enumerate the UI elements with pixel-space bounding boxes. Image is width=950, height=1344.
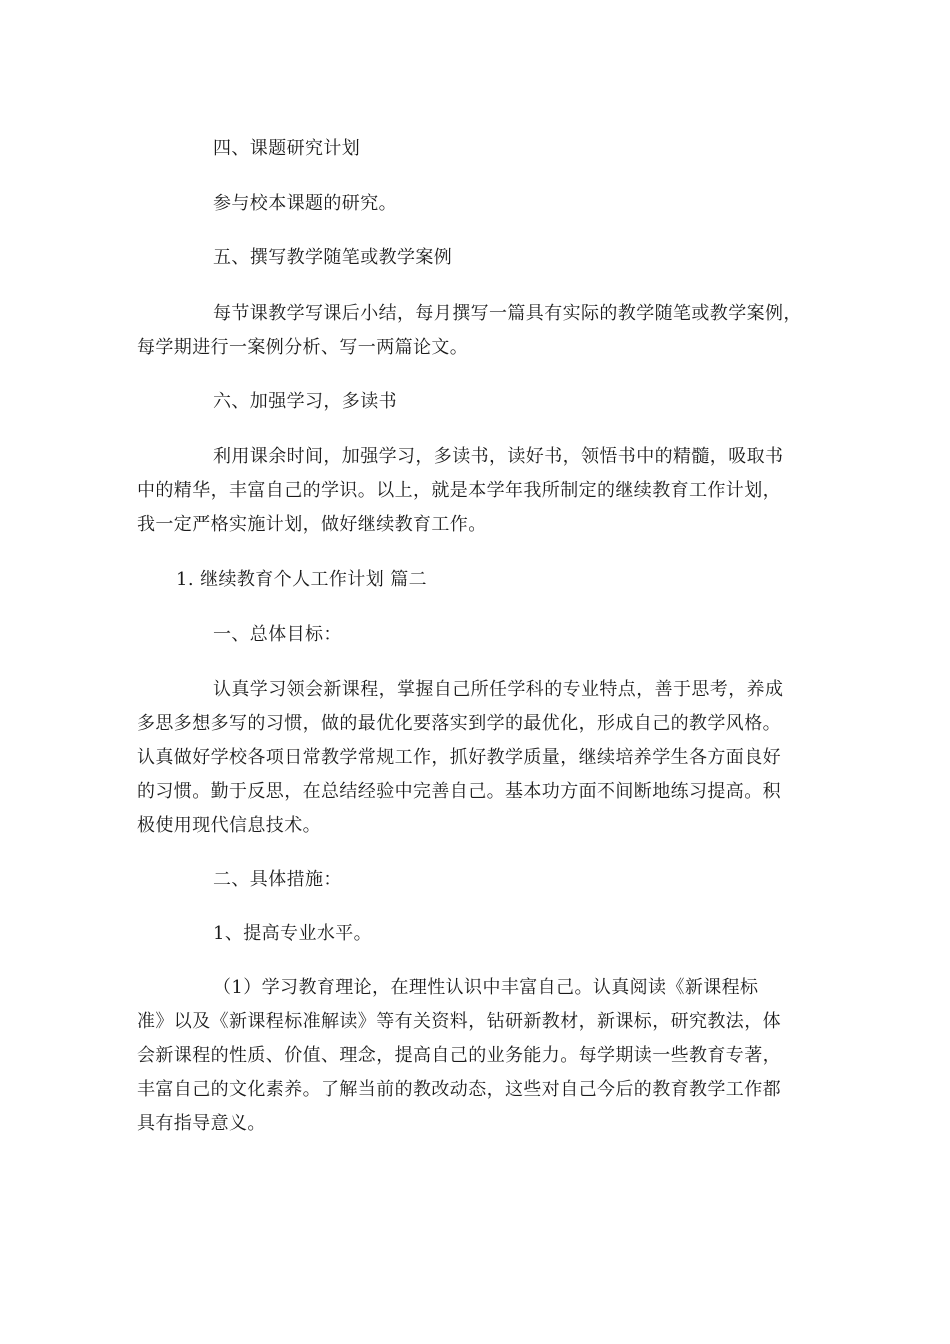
paragraph-line: （1）学习教育理论，在理性认识中丰富自己。认真阅读《新课程标 bbox=[213, 977, 759, 998]
heading-teaching-essays: 五、撰写教学随笔或教学案例 bbox=[213, 247, 453, 268]
paragraph-line: 的习惯。勤于反思，在总结经验中完善自己。基本功方面不间断地练习提高。积 bbox=[137, 781, 781, 802]
paragraph-line: 参与校本课题的研究。 bbox=[213, 193, 397, 214]
heading-specific-measures: 二、具体措施： bbox=[213, 869, 342, 890]
heading-study-reading: 六、加强学习，多读书 bbox=[213, 391, 397, 412]
paragraph-line: 利用课余时间，加强学习，多读书，读好书，领悟书中的精髓，吸取书 bbox=[213, 446, 784, 467]
paragraph-line: 准》以及《新课程标准解读》等有关资料，钻研新教材，新课标，研究教法，体 bbox=[137, 1011, 781, 1032]
paragraph-line: 每学期进行一案例分析、写一两篇论文。 bbox=[137, 337, 469, 358]
paragraph-line: 每节课教学写课后小结，每月撰写一篇具有实际的教学随笔或教学案例， bbox=[213, 303, 802, 324]
paragraph-line: 认真做好学校各项日常教学常规工作，抓好教学质量，继续培养学生各方面良好 bbox=[137, 747, 781, 768]
paragraph-line: 中的精华，丰富自己的学识。以上，就是本学年我所制定的继续教育工作计划， bbox=[137, 480, 781, 501]
paragraph-line: 极使用现代信息技术。 bbox=[137, 815, 321, 836]
paragraph-line: 具有指导意义。 bbox=[137, 1113, 266, 1134]
section-title-part-two: 1. 继续教育个人工作计划 篇二 bbox=[176, 569, 428, 590]
paragraph-line: 多思多想多写的习惯，做的最优化要落实到学的最优化，形成自己的教学风格。 bbox=[137, 713, 781, 734]
paragraph-line: 认真学习领会新课程，掌握自己所任学科的专业特点，善于思考，养成 bbox=[213, 679, 784, 700]
paragraph-line: 我一定严格实施计划，做好继续教育工作。 bbox=[137, 514, 487, 535]
heading-improve-professional: 1、提高专业水平。 bbox=[213, 923, 373, 944]
heading-research-plan: 四、课题研究计划 bbox=[213, 138, 361, 159]
paragraph-line: 丰富自己的文化素养。了解当前的教改动态，这些对自己今后的教育教学工作都 bbox=[137, 1079, 781, 1100]
heading-overall-goal: 一、总体目标： bbox=[213, 624, 342, 645]
paragraph-line: 会新课程的性质、价值、理念，提高自己的业务能力。每学期读一些教育专著， bbox=[137, 1045, 781, 1066]
